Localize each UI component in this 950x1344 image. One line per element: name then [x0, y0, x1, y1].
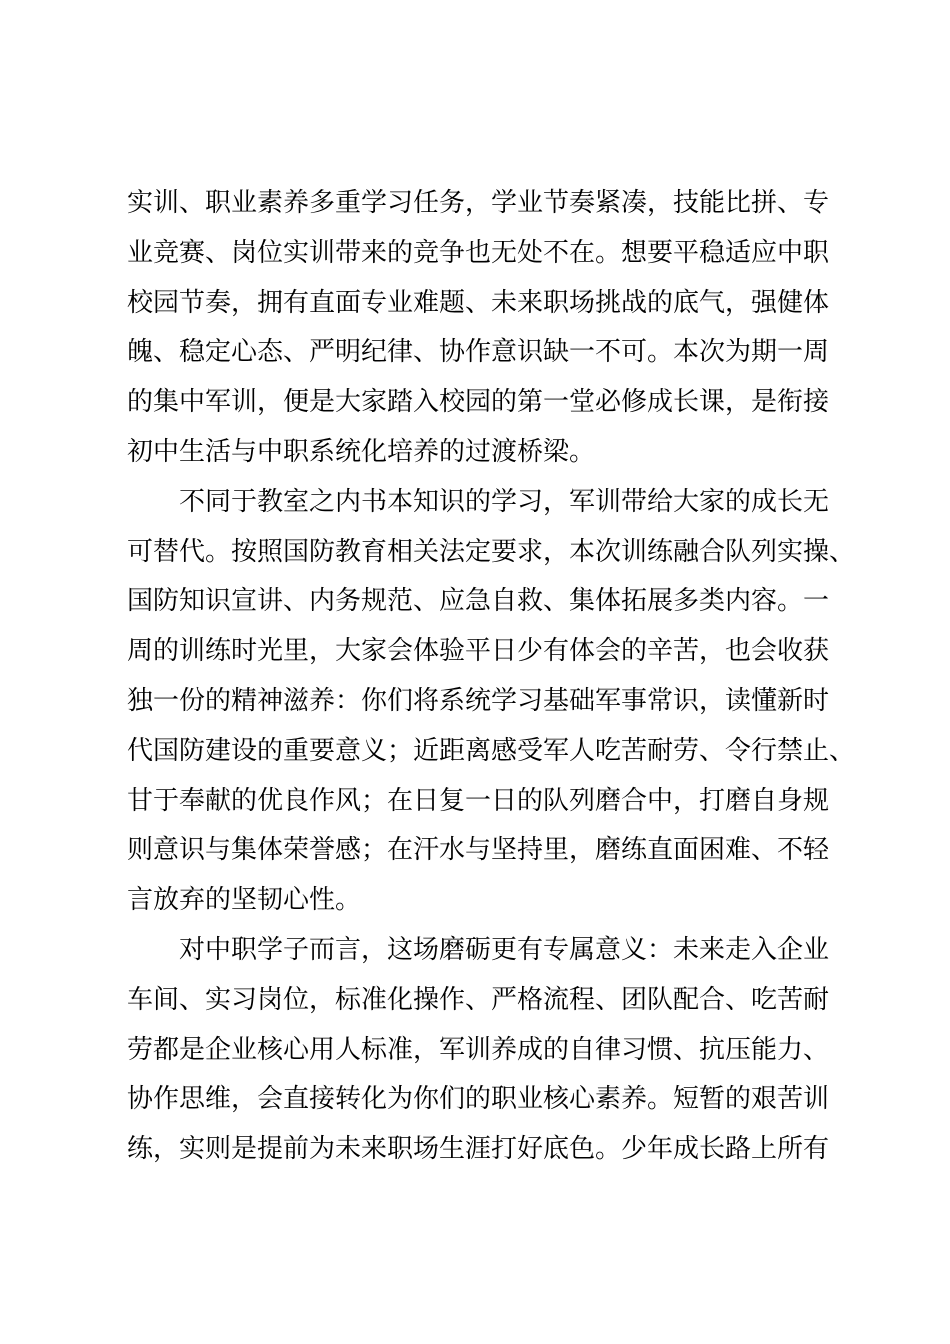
text-line: 魄、稳定心态、严明纪律、协作意识缺一不可。本次为期一周 [127, 337, 830, 368]
body-text [127, 179, 856, 1175]
text-line: 则意识与集体荣誉感；在汗水与坚持里，磨练直面困难、不轻 [127, 835, 830, 866]
text-line: 的集中军训，便是大家踏入校园的第一堂必修成长课，是衔接 [127, 387, 830, 418]
text-line: 练，实则是提前为未来职场生涯打好底色。少年成长路上所有 [127, 1134, 830, 1165]
text-line: 言放弃的坚韧心性。 [127, 885, 362, 916]
text-line: 车间、实习岗位，标准化操作、严格流程、团队配合、吃苦耐 [127, 984, 830, 1015]
text-line: 校园节奏，拥有直面专业难题、未来职场挑战的底气，强健体 [127, 287, 830, 318]
text-line: 初中生活与中职系统化培养的过渡桥梁。 [127, 436, 596, 467]
text-line: 周的训练时光里，大家会体验平日少有体会的辛苦，也会收获 [127, 636, 830, 667]
text-line: 实训、职业素养多重学习任务，学业节奏紧凑，技能比拼、专 [127, 188, 830, 218]
text-line: 业竞赛、岗位实训带来的竞争也无处不在。想要平稳适应中职 [127, 237, 830, 268]
text-line: 代国防建设的重要意义；近距离感受军人吃苦耐劳、令行禁止、 [127, 735, 856, 766]
text-line: 协作思维，会直接转化为你们的职业核心素养。短暂的艰苦训 [127, 1084, 830, 1115]
text-line: 不同于教室之内书本知识的学习，军训带给大家的成长无 [127, 486, 830, 517]
text-line: 可替代。按照国防教育相关法定要求，本次训练融合队列实操、 [127, 536, 856, 567]
paragraph-1 [127, 179, 847, 478]
text-line: 甘于奉献的优良作风；在日复一日的队列磨合中，打磨自身规 [127, 785, 830, 816]
text-line: 对中职学子而言，这场磨砺更有专属意义：未来走入企业 [127, 934, 830, 965]
text-line: 独一份的精神滋养：你们将系统学习基础军事常识，读懂新时 [127, 685, 830, 716]
paragraph-3 [127, 926, 847, 1175]
paragraph-2 [127, 478, 856, 926]
text-line: 劳都是企业核心用人标准，军训养成的自律习惯、抗压能力、 [127, 1034, 830, 1065]
text-line: 国防知识宣讲、内务规范、应急自救、集体拓展多类内容。一 [127, 586, 830, 617]
